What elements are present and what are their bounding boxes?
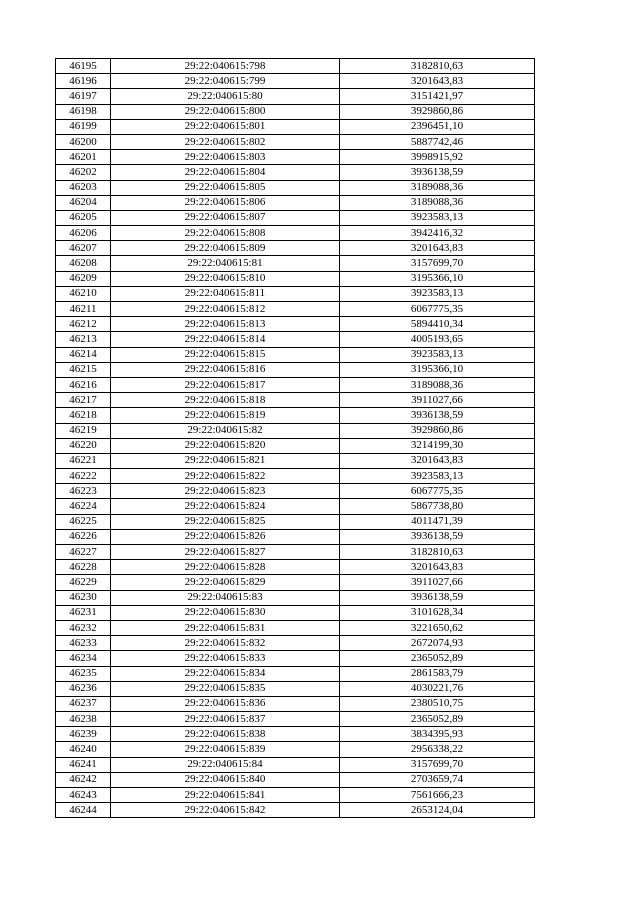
cadastral-value-cell: 3201643,83: [340, 241, 535, 256]
row-number-cell: 46227: [56, 545, 111, 560]
cadastral-value-cell: 3936138,59: [340, 165, 535, 180]
cadastral-number-cell: 29:22:040615:812: [111, 302, 340, 317]
row-number-cell: 46221: [56, 453, 111, 468]
cadastral-number-cell: 29:22:040615:800: [111, 104, 340, 119]
table-row: [56, 545, 535, 560]
cadastral-value-cell: 3936138,59: [340, 529, 535, 544]
row-number-cell: 46199: [56, 119, 111, 134]
cadastral-value-cell: 7561666,23: [340, 788, 535, 803]
cadastral-value-cell: 2956338,22: [340, 742, 535, 757]
cadastral-number-cell: 29:22:040615:806: [111, 195, 340, 210]
cadastral-number-cell: 29:22:040615:831: [111, 620, 340, 635]
table-row: [56, 757, 535, 772]
row-number-cell: 46204: [56, 195, 111, 210]
row-number-cell: 46243: [56, 788, 111, 803]
cadastral-value-cell: 3923583,13: [340, 286, 535, 301]
cadastral-number-cell: 29:22:040615:810: [111, 271, 340, 286]
cadastral-number-cell: 29:22:040615:80: [111, 89, 340, 104]
table-row: [56, 332, 535, 347]
cadastral-number-cell: 29:22:040615:830: [111, 605, 340, 620]
cadastral-number-cell: 29:22:040615:842: [111, 803, 340, 818]
row-number-cell: 46198: [56, 104, 111, 119]
table-row: [56, 469, 535, 484]
cadastral-value-cell: 2365052,89: [340, 712, 535, 727]
row-number-cell: 46229: [56, 575, 111, 590]
cadastral-value-cell: 3221650,62: [340, 620, 535, 635]
cadastral-number-cell: 29:22:040615:799: [111, 74, 340, 89]
row-number-cell: 46212: [56, 317, 111, 332]
row-number-cell: 46234: [56, 651, 111, 666]
row-number-cell: 46222: [56, 469, 111, 484]
cadastral-value-cell: 3189088,36: [340, 180, 535, 195]
table-row: [56, 560, 535, 575]
cadastral-number-cell: 29:22:040615:817: [111, 377, 340, 392]
cadastral-value-cell: 3942416,32: [340, 226, 535, 241]
row-number-cell: 46200: [56, 134, 111, 149]
cadastral-number-cell: 29:22:040615:837: [111, 712, 340, 727]
cadastral-value-cell: 5867738,80: [340, 499, 535, 514]
table-row: [56, 590, 535, 605]
table-body: [56, 59, 535, 818]
cadastral-number-cell: 29:22:040615:801: [111, 119, 340, 134]
cadastral-number-cell: 29:22:040615:819: [111, 408, 340, 423]
row-number-cell: 46226: [56, 529, 111, 544]
row-number-cell: 46215: [56, 362, 111, 377]
cadastral-number-cell: 29:22:040615:839: [111, 742, 340, 757]
table-row: [56, 226, 535, 241]
table-row: [56, 241, 535, 256]
cadastral-value-cell: 3201643,83: [340, 453, 535, 468]
cadastral-value-cell: 3201643,83: [340, 560, 535, 575]
cadastral-value-cell: 3101628,34: [340, 605, 535, 620]
cadastral-value-cell: 2672074,93: [340, 636, 535, 651]
table-row: [56, 377, 535, 392]
table-row: [56, 514, 535, 529]
row-number-cell: 46220: [56, 438, 111, 453]
cadastral-value-cell: 2861583,79: [340, 666, 535, 681]
table-row: [56, 681, 535, 696]
row-number-cell: 46210: [56, 286, 111, 301]
row-number-cell: 46237: [56, 696, 111, 711]
cadastral-value-cell: 3151421,97: [340, 89, 535, 104]
row-number-cell: 46235: [56, 666, 111, 681]
cadastral-value-cell: 2396451,10: [340, 119, 535, 134]
cadastral-number-cell: 29:22:040615:805: [111, 180, 340, 195]
table-row: [56, 89, 535, 104]
table-row: [56, 453, 535, 468]
row-number-cell: 46224: [56, 499, 111, 514]
cadastral-number-cell: 29:22:040615:802: [111, 134, 340, 149]
row-number-cell: 46195: [56, 59, 111, 74]
cadastral-number-cell: 29:22:040615:835: [111, 681, 340, 696]
table-row: [56, 59, 535, 74]
table-row: [56, 651, 535, 666]
row-number-cell: 46231: [56, 605, 111, 620]
cadastral-number-cell: 29:22:040615:822: [111, 469, 340, 484]
cadastral-value-cell: 3936138,59: [340, 590, 535, 605]
table-row: [56, 210, 535, 225]
cadastral-number-cell: 29:22:040615:825: [111, 514, 340, 529]
cadastral-number-cell: 29:22:040615:807: [111, 210, 340, 225]
table-row: [56, 666, 535, 681]
cadastral-value-cell: 3214199,30: [340, 438, 535, 453]
cadastral-value-cell: 5887742,46: [340, 134, 535, 149]
row-number-cell: 46197: [56, 89, 111, 104]
cadastral-number-cell: 29:22:040615:811: [111, 286, 340, 301]
cadastral-number-cell: 29:22:040615:804: [111, 165, 340, 180]
table-row: [56, 575, 535, 590]
row-number-cell: 46208: [56, 256, 111, 271]
row-number-cell: 46236: [56, 681, 111, 696]
row-number-cell: 46211: [56, 302, 111, 317]
row-number-cell: 46201: [56, 150, 111, 165]
row-number-cell: 46202: [56, 165, 111, 180]
row-number-cell: 46217: [56, 393, 111, 408]
cadastral-number-cell: 29:22:040615:821: [111, 453, 340, 468]
cadastral-value-table: [55, 58, 535, 818]
cadastral-value-cell: 3936138,59: [340, 408, 535, 423]
table-row: [56, 605, 535, 620]
cadastral-value-cell: 2380510,75: [340, 696, 535, 711]
table-row: [56, 119, 535, 134]
cadastral-value-cell: 3157699,70: [340, 256, 535, 271]
cadastral-number-cell: 29:22:040615:841: [111, 788, 340, 803]
row-number-cell: 46206: [56, 226, 111, 241]
cadastral-value-cell: 2365052,89: [340, 651, 535, 666]
table-row: [56, 347, 535, 362]
row-number-cell: 46244: [56, 803, 111, 818]
cadastral-number-cell: 29:22:040615:823: [111, 484, 340, 499]
cadastral-value-cell: 3195366,10: [340, 271, 535, 286]
row-number-cell: 46209: [56, 271, 111, 286]
cadastral-number-cell: 29:22:040615:829: [111, 575, 340, 590]
row-number-cell: 46240: [56, 742, 111, 757]
table-row: [56, 134, 535, 149]
cadastral-value-cell: 3182810,63: [340, 545, 535, 560]
table-row: [56, 165, 535, 180]
row-number-cell: 46233: [56, 636, 111, 651]
table-row: [56, 696, 535, 711]
cadastral-number-cell: 29:22:040615:798: [111, 59, 340, 74]
table-row: [56, 271, 535, 286]
cadastral-value-cell: 3911027,66: [340, 393, 535, 408]
table-row: [56, 195, 535, 210]
cadastral-value-cell: 2653124,04: [340, 803, 535, 818]
cadastral-value-cell: 3182810,63: [340, 59, 535, 74]
cadastral-number-cell: 29:22:040615:84: [111, 757, 340, 772]
cadastral-value-cell: 2703659,74: [340, 772, 535, 787]
cadastral-number-cell: 29:22:040615:838: [111, 727, 340, 742]
cadastral-number-cell: 29:22:040615:814: [111, 332, 340, 347]
table-row: [56, 742, 535, 757]
row-number-cell: 46241: [56, 757, 111, 772]
table-row: [56, 499, 535, 514]
table-row: [56, 302, 535, 317]
cadastral-number-cell: 29:22:040615:834: [111, 666, 340, 681]
row-number-cell: 46203: [56, 180, 111, 195]
row-number-cell: 46214: [56, 347, 111, 362]
table-row: [56, 180, 535, 195]
row-number-cell: 46232: [56, 620, 111, 635]
cadastral-value-cell: 3834395,93: [340, 727, 535, 742]
cadastral-number-cell: 29:22:040615:827: [111, 545, 340, 560]
table-row: [56, 104, 535, 119]
row-number-cell: 46225: [56, 514, 111, 529]
cadastral-number-cell: 29:22:040615:81: [111, 256, 340, 271]
table-row: [56, 438, 535, 453]
cadastral-number-cell: 29:22:040615:833: [111, 651, 340, 666]
cadastral-number-cell: 29:22:040615:809: [111, 241, 340, 256]
row-number-cell: 46216: [56, 377, 111, 392]
cadastral-value-cell: 3929860,86: [340, 104, 535, 119]
row-number-cell: 46239: [56, 727, 111, 742]
row-number-cell: 46219: [56, 423, 111, 438]
cadastral-number-cell: 29:22:040615:808: [111, 226, 340, 241]
cadastral-value-cell: 6067775,35: [340, 302, 535, 317]
cadastral-value-cell: 3201643,83: [340, 74, 535, 89]
cadastral-value-cell: 3929860,86: [340, 423, 535, 438]
table-row: [56, 74, 535, 89]
table-row: [56, 620, 535, 635]
cadastral-number-cell: 29:22:040615:840: [111, 772, 340, 787]
cadastral-number-cell: 29:22:040615:83: [111, 590, 340, 605]
table-row: [56, 286, 535, 301]
cadastral-number-cell: 29:22:040615:826: [111, 529, 340, 544]
cadastral-value-cell: 3189088,36: [340, 195, 535, 210]
cadastral-value-cell: 4005193,65: [340, 332, 535, 347]
cadastral-number-cell: 29:22:040615:82: [111, 423, 340, 438]
cadastral-number-cell: 29:22:040615:832: [111, 636, 340, 651]
table-row: [56, 803, 535, 818]
cadastral-value-cell: 5894410,34: [340, 317, 535, 332]
cadastral-value-cell: 3923583,13: [340, 210, 535, 225]
cadastral-value-cell: 3998915,92: [340, 150, 535, 165]
row-number-cell: 46213: [56, 332, 111, 347]
cadastral-value-cell: 3157699,70: [340, 757, 535, 772]
cadastral-number-cell: 29:22:040615:828: [111, 560, 340, 575]
table-row: [56, 317, 535, 332]
row-number-cell: 46238: [56, 712, 111, 727]
table-row: [56, 772, 535, 787]
row-number-cell: 46242: [56, 772, 111, 787]
cadastral-number-cell: 29:22:040615:818: [111, 393, 340, 408]
table-row: [56, 393, 535, 408]
table-row: [56, 408, 535, 423]
table-row: [56, 150, 535, 165]
cadastral-number-cell: 29:22:040615:803: [111, 150, 340, 165]
row-number-cell: 46196: [56, 74, 111, 89]
table-row: [56, 636, 535, 651]
cadastral-number-cell: 29:22:040615:836: [111, 696, 340, 711]
cadastral-value-cell: 4011471,39: [340, 514, 535, 529]
cadastral-value-cell: 3923583,13: [340, 347, 535, 362]
cadastral-value-cell: 3189088,36: [340, 377, 535, 392]
cadastral-value-cell: 3195366,10: [340, 362, 535, 377]
row-number-cell: 46228: [56, 560, 111, 575]
table-row: [56, 423, 535, 438]
cadastral-value-cell: 3923583,13: [340, 469, 535, 484]
cadastral-number-cell: 29:22:040615:816: [111, 362, 340, 377]
table-row: [56, 256, 535, 271]
table-row: [56, 529, 535, 544]
row-number-cell: 46207: [56, 241, 111, 256]
cadastral-number-cell: 29:22:040615:824: [111, 499, 340, 514]
cadastral-number-cell: 29:22:040615:813: [111, 317, 340, 332]
table-row: [56, 362, 535, 377]
table-row: [56, 712, 535, 727]
row-number-cell: 46223: [56, 484, 111, 499]
cadastral-number-cell: 29:22:040615:820: [111, 438, 340, 453]
row-number-cell: 46218: [56, 408, 111, 423]
cadastral-value-cell: 4030221,76: [340, 681, 535, 696]
row-number-cell: 46205: [56, 210, 111, 225]
cadastral-number-cell: 29:22:040615:815: [111, 347, 340, 362]
row-number-cell: 46230: [56, 590, 111, 605]
table-row: [56, 484, 535, 499]
cadastral-value-cell: 3911027,66: [340, 575, 535, 590]
table-row: [56, 788, 535, 803]
table-row: [56, 727, 535, 742]
cadastral-value-cell: 6067775,35: [340, 484, 535, 499]
